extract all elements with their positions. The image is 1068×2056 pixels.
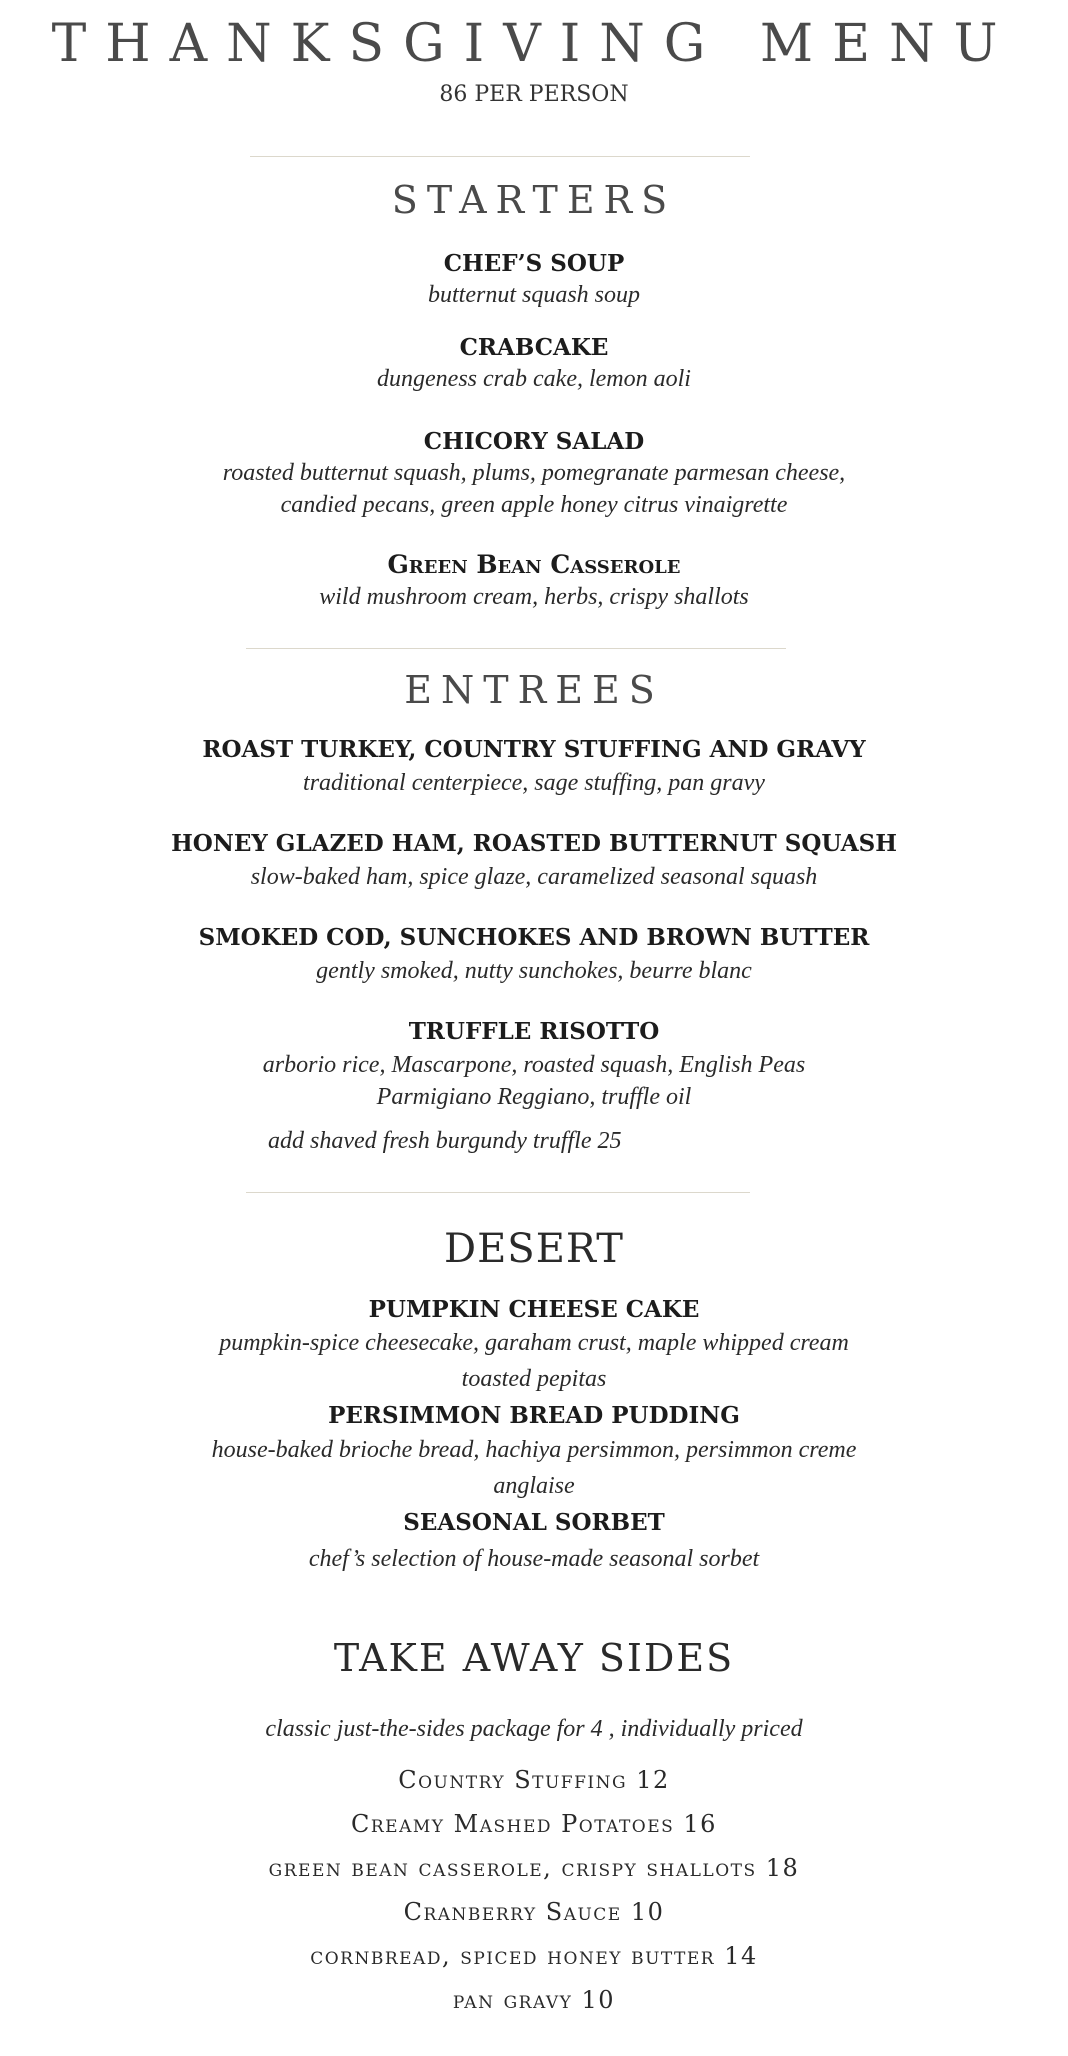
menu-item-description: butternut squash soup xyxy=(427,282,640,308)
menu-item-addon: add shaved fresh burgundy truffle 25 xyxy=(268,1128,622,1154)
side-item: Country Stuffing 12 xyxy=(398,1766,670,1794)
divider xyxy=(246,648,786,649)
side-item: cornbread, spiced honey butter 14 xyxy=(310,1942,758,1970)
menu-item-description: roasted butternut squash, plums, pomegranate parmesan cheese, xyxy=(222,460,846,486)
section-heading-desert: DESERT xyxy=(444,1226,624,1272)
menu-item-name: CHEF’S SOUP xyxy=(443,250,625,277)
menu-item-name: Green Bean Casserole xyxy=(387,550,681,579)
menu-item-description: dungeness crab cake, lemon aoli xyxy=(377,366,691,392)
side-item: Cranberry Sauce 10 xyxy=(403,1898,665,1926)
side-item: Creamy Mashed Potatoes 16 xyxy=(351,1810,717,1838)
menu-item-description: pumpkin-spice cheesecake, garaham crust, maple whipped cream xyxy=(219,1330,849,1356)
menu-title: THANKSGIVING MENU xyxy=(51,14,1017,74)
menu-item-description: candied pecans, green apple honey citrus vinaigrette xyxy=(280,492,788,518)
menu-item-description: traditional centerpiece, sage stuffing, pan gravy xyxy=(303,770,765,796)
menu-item-name: CRABCAKE xyxy=(459,334,609,361)
menu-item-description: anglaise xyxy=(493,1473,575,1499)
menu-item-name: SMOKED COD, SUNCHOKES AND BROWN BUTTER xyxy=(198,924,870,951)
divider xyxy=(250,156,750,157)
menu-item-name: PUMPKIN CHEESE CAKE xyxy=(368,1296,700,1323)
section-heading-starters: STARTERS xyxy=(391,178,677,222)
menu-item-description: slow-baked ham, spice glaze, caramelized seasonal squash xyxy=(250,864,818,890)
menu-item-description: chef’s selection of house-made seasonal sorbet xyxy=(308,1546,760,1572)
side-item: pan gravy 10 xyxy=(452,1986,616,2014)
menu-item-description: wild mushroom cream, herbs, crispy shallots xyxy=(319,584,749,610)
menu-item-name: SEASONAL SORBET xyxy=(403,1509,665,1536)
price-per-person: 86 PER PERSON xyxy=(439,82,629,107)
menu-item-description: house-baked brioche bread, hachiya persimmon, persimmon creme xyxy=(211,1437,857,1463)
section-heading-entrees: ENTREES xyxy=(404,668,664,712)
menu-item-name: CHICORY SALAD xyxy=(423,428,645,455)
section-heading-take-away-sides: TAKE AWAY SIDES xyxy=(333,1636,735,1680)
menu-item-description: arborio rice, Mascarpone, roasted squash, English Peas xyxy=(262,1052,806,1078)
menu-item-name: ROAST TURKEY, COUNTRY STUFFING AND GRAVY xyxy=(202,736,866,763)
menu-item-description: Parmigiano Reggiano, truffle oil xyxy=(376,1084,692,1110)
menu-item-description: gently smoked, nutty sunchokes, beurre blanc xyxy=(316,958,752,984)
menu-item-name: PERSIMMON BREAD PUDDING xyxy=(328,1402,740,1429)
divider xyxy=(246,1192,750,1193)
side-item: green bean casserole, crispy shallots 18 xyxy=(268,1854,800,1882)
menu-item-name: TRUFFLE RISOTTO xyxy=(408,1018,660,1045)
take-away-note: classic just-the-sides package for 4 , individually priced xyxy=(265,1716,803,1742)
menu-item-description: toasted pepitas xyxy=(461,1366,607,1392)
menu-item-name: HONEY GLAZED HAM, ROASTED BUTTERNUT SQUASH xyxy=(171,830,897,857)
